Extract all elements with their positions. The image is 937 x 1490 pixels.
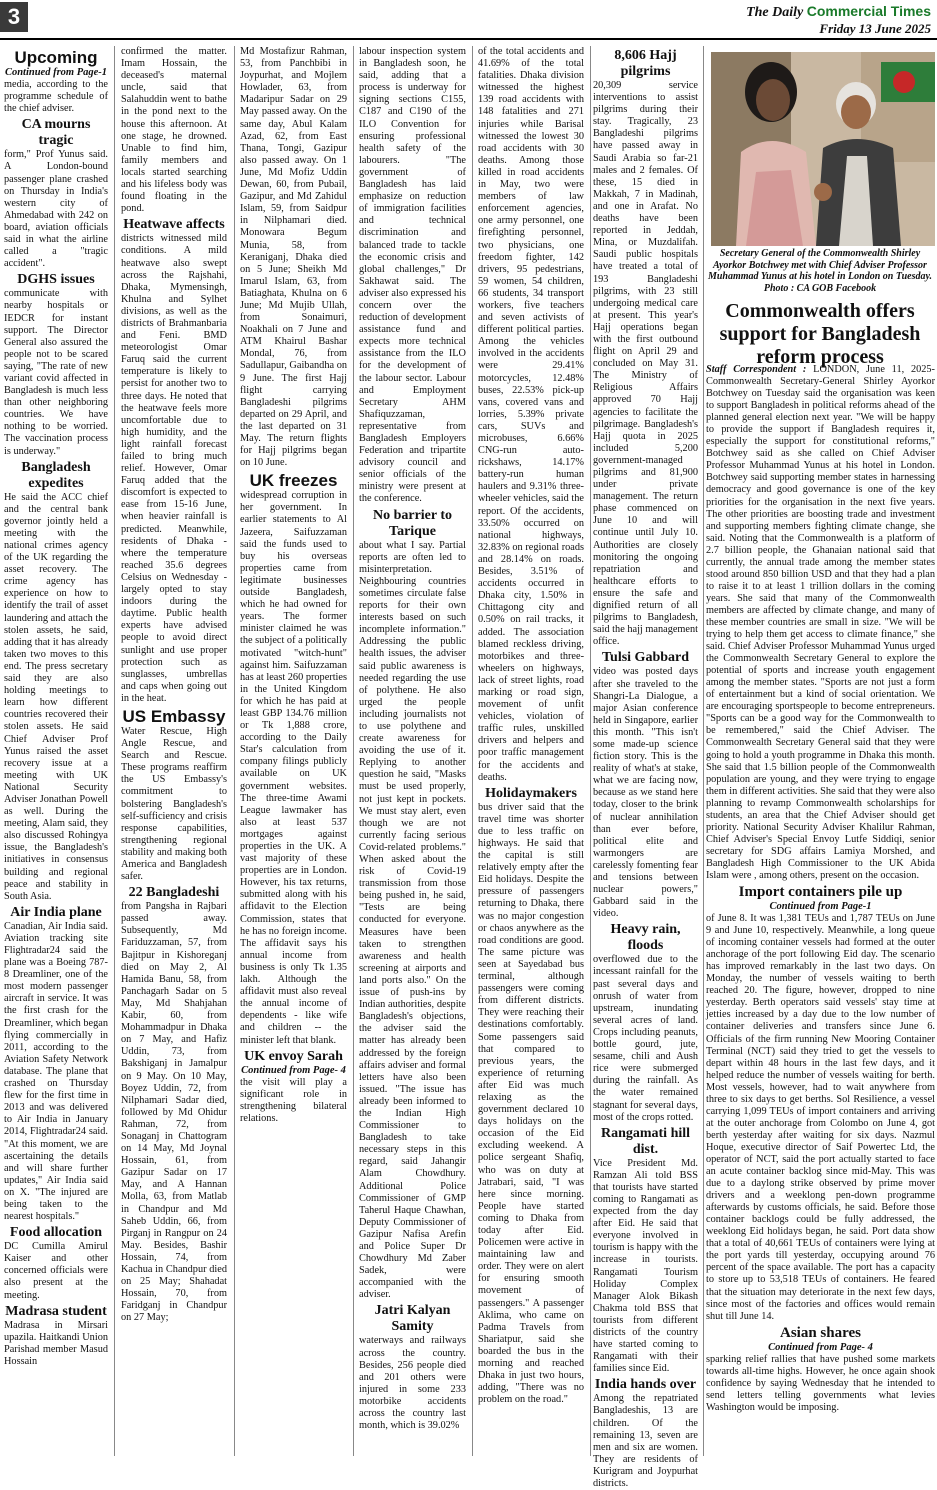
headline: Heatwave affects [123,217,225,233]
headline: Upcoming [14,48,98,67]
byline: Staff Correspondent : [706,364,807,375]
article-text: Md Mostafizur Rahman, 53, from Panchbibi in Joypurhat, and Mojlem Howlader, 63, from Madaripur Sadar on 29 May passed away. On the same day, Abul Kalam Azad, 62, from East Thana, Tongi, Gazipur also passed away. On 1 June, Md Mofiz Uddin Dewan, 60, from Pubail, Gazipur, and Md Zahidul Islam, 59, from Saidpur in Nilphamari died. Monowara Begum Munia, 58, from Keraniganj, Dhaka died on 5 June; Sheikh Md Imarul Islam, 63, from Batiaghata, Khulna on 6 June; Md Mujib Ullah, from Sonaimuri, Noakhali on 7 June and ATM Khairul Bashar Mondal, 76, from Sadullapur, Gaibandha on 9 June. The first Hajj flight carrying Bangladeshi pilgrims departed on 29 April, and the last departed on 31 May. The return flights for Hajj pilgrims began on 10 June. [240,46,347,469]
article-text: DC Cumilla Amirul Kaiser and other concerned officials were also present at the meeting. [4,1241,108,1301]
column-2 [121,46,227,1456]
photo-caption: Secretary General of the Commonwealth Shirley Ayorkor Botchwey met with Chief Adviser Professor Muhammad Yunus at his hotel in London on Tuesday. Photo : CA GOB Facebook [707,248,933,294]
column-3 [240,46,347,1456]
article-text: He said the ACC chief and the central bank governor jointly held a meeting with the national crimes agency of the UK regarding the asset recovery. The crime agency has experience on how to identify the trail of asset laundering and attach the stolen assets, he said, adding that it has already taken two moves to this end. The press secretary said they are also holding meetings to learn how different countries recovered their stolen assets. He said Chief Adviser Prof Yunus raised the asset recovery issue at a meeting with UK National Security Adviser Jonathan Powell as well. During the meeting, Alam said, they also discussed Rohingya issue, the Bangladesh's initiatives in consensus building and regional peace and stability in South Asia. [4,491,108,902]
article-text: 20,309 service interventions to assist pilgrims during their stay. Tragically, 23 Bangladeshi pilgrims have passed away in Saudi Arabia so far-21 males and 2 females. Of these, 15 died in Makkah, 7 in Madinah, and one in Arafat. No deaths have been reported in Jeddah, Mina, or Muzdalifah. Saudi public hospitals have treated a total of 193 Bangladeshi pilgrims, with 23 still undergoing medical care at present. This year's Hajj operations began with the first outbound flight on April 29 and concluded on May 31. The Ministry of Religious Affairs approved 70 Hajj agencies to facilitate the pilgrimage. Bangladesh's Hajj quota in 2025 included 5,200 government-managed pilgrims and 81,900 under private management. The return phase commenced on June 10 and will continue until July 10. Authorities are closely monitoring the ongoing repatriation and healthcare efforts to ensure the safe and dignified return of all pilgrims to Bangladesh, said the hajj management office. [593,80,698,648]
page-header [0,0,937,38]
column-divider [703,46,704,1456]
column-6 [593,46,698,1490]
continued-note: Continued from Page-1 [769,901,872,913]
article-text: sparking relief rallies that have pushed some markets towards all-time highs. However, he once again shook confidence by saying Wednesday that he intended to send letters telling governments what levies Washington would be imposing. [706,1353,935,1413]
headline: Jatri Kalyan Samity [374,1303,451,1335]
continued-note: Continued from Page- 4 [241,1064,346,1076]
lead-story [706,364,935,1414]
headline: Food allocation [9,1225,103,1241]
article-text: waterways and railways across the country. Besides, 256 people died and 201 others were injured in some 233 motorbike accidents across the country last month, which is 39.02% [359,1335,466,1432]
article-text: bus driver said that the travel time was shorter due to less traffic on highways. He said that the capital is still relatively empty after the Eid holidays. Despite the pressure of passengers returning to Dhaka, there was no major congestion or chaos anywhere as the road conditions are good. The same picture was seen at Sayedabad bus terminal, although passengers were coming from different districts. They were reaching their destinations comfortably. Some passengers said that compared to previous years, the experience of returning after Eid was much relaxing as the government declared 10 days holidays on the occasion of the Eid excluding weekend. A police sergeant Shafiq, who was on duty at Jatrabari, said, "I was here since morning. People have started coming to Dhaka from today after Eid. Policemen were active in maintaining law and order. They were on alert for ensuring smooth movement of passengers." A passenger Aklima, who came on Padma Travels from Shariatpur, said she boarded the bus in the morning and reached Dhaka in just two hours, adding, "There was no problem on the road." [478,801,584,1406]
headline: India hands over [594,1377,697,1393]
column-divider [472,46,473,1456]
masthead-prefix: The Daily [746,5,804,20]
article-text: the visit will play a significant role in strengthening bilateral relations. [240,1076,347,1124]
lead-headline: Commonwealth offers support for Bangladesh reform process [719,300,921,368]
headline: Import containers pile up [738,884,903,901]
headline: UK envoy Sarah [244,1048,343,1064]
article-text: Water Rescue, High Angle Rescue, and Search and Rescue. These programs reaffirm the US Embassy's commitment to bolstering Bangladesh's self-sufficiency and crisis response capabilities, strengthening regional stability and making both America and Bangladesh safer. [121,725,227,883]
headline: Madrasa student [5,1303,107,1319]
article-text: Canadian, Air India said. Aviation tracking site Flightradar24 said the plane was a Boeing 787-8 Dreamliner, one of the most modern passenger aircraft in service. It was the first crash for the Dreamliner, which began flying commercially in 2011, according to the Aviation Safety Network database. The plane that crashed on Thursday flew for the first time in 2013 and was delivered to Air India in January 2014, Flightradar24 said. "At this moment, we are ascertaining the details and will share further updates," Air India said on X. "The injured are being taken to the nearest hospitals." [4,920,108,1223]
column-1 [4,46,108,1456]
column-divider [114,46,115,1456]
column-divider [590,46,591,1456]
masthead-title [746,3,931,21]
masthead [746,3,931,37]
continued-note: Continued from Page- 4 [768,1341,873,1353]
masthead-name: Commercial Times [806,3,931,19]
news-photo [711,52,935,246]
headline: No barrier to Tarique [372,507,453,539]
headline: US Embassy [122,706,226,726]
article-text: media, according to the programme schedule of the chief adviser. [4,79,108,115]
article-text: Vice President Md. Ramzan Ali told BSS that tourists have started coming to Rangamati as expected from the day after Eid. He said that everyone involved in tourism is happy with the increase in tourists. Rangamati Tourism Holiday Complex Manager Alok Bikash Chakma told BSS that tourists from different districts of the country have started coming to Rangamati with their families since Eid. [593,1157,698,1375]
column-divider [353,46,354,1456]
article-text: about what I say. Partial reports are often led to misinterpretation. Neighbouring countries sometimes circulate false reports for their own interests based on such incomplete information." Addressing the public health issues, the adviser said public awareness is needed regarding the use of polythene. He also urged the people including journalists not to use polythene and create awareness for avoiding the use of it. Replying to another question he said, "Masks must be used properly, not just kept in pockets. We must stay alert, even though we are not currently facing serious Covid-related problems." When asked about the risk of Covid-19 transmission from those being pushed in, he said, "Tests are being conducted for everyone. Measures have been taken to strengthen awareness and health screening at airports and land ports also." On the issue of push-ins by Indian authorities, despite Bangladesh's objections, the adviser said the matter has already been addressed by the foreign affairs adviser and formal letters have also been issued. "The issue has already been informed to the Indian High Commissioner to Bangladesh to take necessary steps in this regard, said Jahangir Alam Chowdhury. Additional Police Commissioner of GMP Taherul Haque Chawhan, Deputy Commissioner of Gazipur Nafisa Arefin and Police Super Dr Chowdhury Md Zaber Sadek, were accompanied with the adviser. [359,539,466,1301]
article-text: Among the repatriated Bangladeshis, 13 are children. Of the remaining 13, seven are men and six are women. They are residents of Kurigram and Joypurhat districts. [593,1393,698,1490]
article-text: LONDON, June 11, 2025- Commonwealth Secretary-General Shirley Ayorkor Botchwey on Tuesday said the organisation was keen to support Bangladesh in political reforms ahead of the planned general election next year. "We will be happy to provide the support if Bangladesh requires it, especially the support for constitutional reforms," Botchwey said as she called on Chief Adviser Professor Muhammad Yunus at his hotel in London. Botchwey said supporting member states in harnessing democracy and good governance is one of the key priorities for the organisation in the next five years. The other priorities are boosting trade and investment and supporting members fighting climate change, she said. Noting that the Commonwealth is a platform of 2.7 billion people, the Ghanaian national said that currently, the annual trade among the member states stood around 850 billion USD and that they had a plan to raise it to at least 1 trillion dollars in the coming years. She said that many of the Commonwealth members are affected by climate change, and many of these member countries are small in size. "We will be trying to help them get access to climate finance," she said. Chief Adviser Professor Muhammad Yunus urged the Commonwealth Secretary General to explore the potential of sports and increase youth engagement among the member states. "Sports are not just a form of entertainment but a kind of social orientation. We are encouraging sportspeople to become entrepreneurs. "Sports can be a good way for the Commonwealth to be remembered," said the Chief Adviser. The Commonwealth Secretary General said that they were going to hold a youth programme in Dhaka this month. She said that 1.5 billion people of the Commonwealth population are young, and they were trying to engage them in different activities. She said that they were also planning to revamp Commonwealth scholarships for students, an area that the Chief Adviser should get priority. National Security Adviser Khalilur Rahman, Chief Adviser's Special Envoy Lutfe Siddiqi, senior secretary for SDG affairs Lamiya Morshed, and Bangladesh High Commissioner to the UK Abida Islam were , among others, present on the occasion. [706,364,935,881]
article-text: of June 8. It was 1,381 TEUs and 1,787 TEUs on June 9 and June 10, respectively. Meanwhile, a long queue of incoming container vessels had formed at the outer anchorage of the port following Eid day. The scenario has improved remarkably in the last two days. On Monday, the number of vessels waiting to berth reached 20. The figure, however, dropped to nine yesterday. Berth operators said vessels' stay time at jetties increased by a day due to the low number of container deliveries and transfers since June 6. Officials of the firm running New Mooring Container Terminal (NCT) said they tried to get the vessels to depart within 48 hours in the last few days, and it helped reduce the number of vessels waiting for berth. Most vessels, however, had to wait anywhere from three to six days to get berths. Sol Resilience, a vessel carrying 1,099 TEUs of import containers and arriving at the outer anchorage from Colombo on June 4, got berth yesterday after waiting for six days. Nazmul Hoque, executive director of Saif Powertec Ltd, the operator of NCT, said the port actually started to face an acute container backlog since mid-May. This was due to a daylong strike observed by prime mover drivers and a weeklong pen-down programme afterwards by customs officials, he said. Before those container backlogs could be fully addressed, the weeklong Eid holidays began, he said. Port data show that a total of 40,661 TEUs of containers were lying at the port yards till yesterday, occupying around 76 percent of the space available. The port has a capacity to store up to 53,518 TEUs of containers. He feared that the situation may deteriorate in the next few days, since most of the factories and offices would remain shut till June 14. [706,913,935,1322]
headline: Holidaymakers [485,785,577,801]
headline: UK freezes [249,471,338,491]
article-text: widespread corruption in her government. In earlier statements to Al Jazeera, Saifuzzaman said the funds used to buy his overseas properties came from legitimate businesses outside Bangladesh, which he had owned for years. The former minister claimed he was the subject of a politically motivated "witch-hunt" against him. Saifuzzaman has at least 260 properties in the United Kingdom for which he has paid at least GBP 134.76 million or Tk 1,888 crore, according to the Daily Star's calculation from company filings publicly available on UK government websites. The three-time Awami League lawmaker has also at least 537 mortgages against properties in the UK. A vast majority of these properties are in London. However, his tax returns, submitted along with his affidavit to the Election Commission, states that he has no foreign income. The affidavit says his annual income from business is only Tk 1.35 lakh. Although the affidavit must also reveal the annual income of dependents - like wife and children -- the minister left that blank. [240,490,347,1046]
headline: Air India plane [10,904,102,920]
continued-note: Continued from Page-1 [4,67,108,78]
headline: Tulsi Gabbard [601,650,690,666]
headline: Heavy rain, floods [610,922,681,954]
headline: DGHS issues [17,272,95,288]
issue-date: Friday 13 June 2025 [819,21,931,36]
article-text: from Pangsha in Rajbari passed away. Subsequently, Md Fariduzzaman, 57, from Bajitpur in Kishoreganj died on May 2, Al Hamida Banu, 58, from Panchagarh Sadar on 5 May, Md Shahjahan Kabir, 60, from Mohammadpur in Dhaka on 7 May, and Hafiz Uddin, 73, from Bakshiganj in Jamalpur on 9 May. On 10 May, Boyez Uddin, 72, from Nilphamari Sadar died, followed by Md Ohidur Rahman, 72, from Sonaganj in Chattogram on 14 May, Md Joynal Hossain, 61, from Gazipur Sadar on 17 May, and A Hannan Molla, 63, from Matlab in Chandpur and Md Saheb Uddin, 66, from Pirganj in Rangpur on 24 May. Besides, Bashir Hossain, 74, from Kachua in Chandpur died on 25 May; Shahadat Hossain, 70, from Faridganj in Chandpur on 27 May; [121,901,227,1324]
headline: Bangladesh expedites [21,459,91,491]
headline: 8,606 Hajj pilgrims [614,48,677,79]
headline: CA mourns tragic [21,117,91,149]
article-text: form," Prof Yunus said. A London-bound passenger plane crashed on Thursday in India's western city of Ahmedabad with 242 on board, aviation officials said in what the airline called a "tragic accident". [4,149,108,270]
article-text: overflowed due to the incessant rainfall for the past several days and onrush of water from upstream, inundating several acres of land. Crops including peanuts, bottle gourd, jute, sesame, chili and Aush rice were submerged during the rainfall. As the water remained stagnant for several days, most of the crops rotted. [593,954,698,1123]
article-text: Madrasa in Mirsari upazila. Haitkandi Union Parishad member Masud Hossain [4,1319,108,1367]
headline: 22 Bangladeshi [128,885,220,901]
column-5 [478,46,584,1456]
article-text: video was posted days after she traveled to the Shangri-La Dialogue, a major Asian conference held in Singapore, earlier this month. "This isn't some made-up science fiction story. This is the reality of what's at stake, what we are facing now, because as we stand here today, closer to the brink of nuclear annihilation than ever before, political elite and warmongers are carelessly fomenting fear and tensions between nuclear powers," Gabbard said in the video. [593,666,698,920]
header-rule [0,38,937,40]
photo-illustration [711,52,935,246]
column-divider [234,46,235,1456]
page-number: 3 [0,2,28,32]
headline: Asian shares [780,1324,861,1341]
article-text: of the total accidents and 41.69% of the total fatalities. Dhaka division witnessed the highest 139 road accidents with 148 fatalities and 271 injuries while Barisal witnessed the lowest 30 road accidents with 30 deaths. Among those killed in road accidents in May, two were members of law enforcement agencies, one army personnel, one firefighting personnel, two physicians, one freedom fighter, 142 drivers, 95 pedestrians, 59 women, 54 children, 66 students, 34 transport workers, five teachers and seven activists of different political parties. Among the vehicles involved in the accidents were 29.41% motorcycles, 12.48% buses, 22.53% pick-up vans, covered vans and lorries, 5.39% private cars, SUVs and microbuses, 6.66% CNG-run auto-rickshaws, 14.17% battery-run human haulers and 9.31% three-wheeler vehicles, said the report. Of the accidents, 33.50% occurred on national highways, 32.83% on regional roads and 28.14% on roads. Besides, 3.51% of accidents occurred in Dhaka city, 1.50% in Chittagong city and 0.50% on rail tracks, it added. The association blamed reckless driving, motorbikes and three-wheelers on highways, lack of street lights, road marking or road sign, movement of unfit vehicles, violation of traffic rules, unskilled drivers and helpers and poor traffic management for the accidents and deaths. [478,46,584,783]
article-text: labour inspection system in Bangladesh soon, he said, adding that a process is underway for signing sections C155, C187 and C190 of the ILO Convention for ensuring professional health safety of the labourers. "The government of Bangladesh has laid emphasize on reduction of immigration facilities and technical discrimination and balanced trade to tackle the economic crisis and global challenges," Dr Sakhawat said. The adviser also expressed his concern over the reduction of development assistance fund and expects more technical assistance from the ILO for the development of the labour sector. Labour and Employment Secretary AHM Shafiquzzaman, representative from Bangladesh Employers Federation and tripartite advisory council and senior officials of the ministry were present at the conference. [359,46,466,505]
article-text: districts witnessed mild conditions. A mild heatwave also swept across the Rajshahi, Dhaka, Mymensingh, Khulna and Sylhet divisions, as well as the districts of Brahmanbaria and Feni. BMD meteorologist Omar Faruq said the current temperature is likely to persist for another two to three days. He noted that the heatwave feels more uncomfortable due to high humidity, and the light rainfall forecast failed to bring much relief. However, Omar Faruq added that the discomfort is expected to ease from 15-16 June, when heavier rainfall is predicted. Meanwhile, residents of Dhaka - where the temperature reached 35.6 degrees Celsius on Wednesday - largely opted to stay indoors during the daytime. Public health experts have advised people to avoid direct sunlight and use proper protection such as sunglasses, umbrellas and caps when going out in the heat. [121,233,227,704]
article-text: communicate with nearby hospitals or IEDCR for instant support. The Director General also assured the people not to be scared saying, "The rate of new variant covid affected in Bangladesh is much less than other neighboring countries. We have nothing to be worried. The vaccination process is underway." [4,288,108,457]
column-4 [359,46,466,1456]
headline: Rangamati hill dist. [600,1125,691,1157]
article-text: confirmed the matter. Imam Hossain, the deceased's maternal uncle, said that Salahuddin went to bathe in the pond next to the house this afternoon. At one stage, he drowned. Unable to find him, family members and locals started searching and his lifeless body was found floating in the pond. [121,46,227,215]
lead-story-text [706,364,935,882]
